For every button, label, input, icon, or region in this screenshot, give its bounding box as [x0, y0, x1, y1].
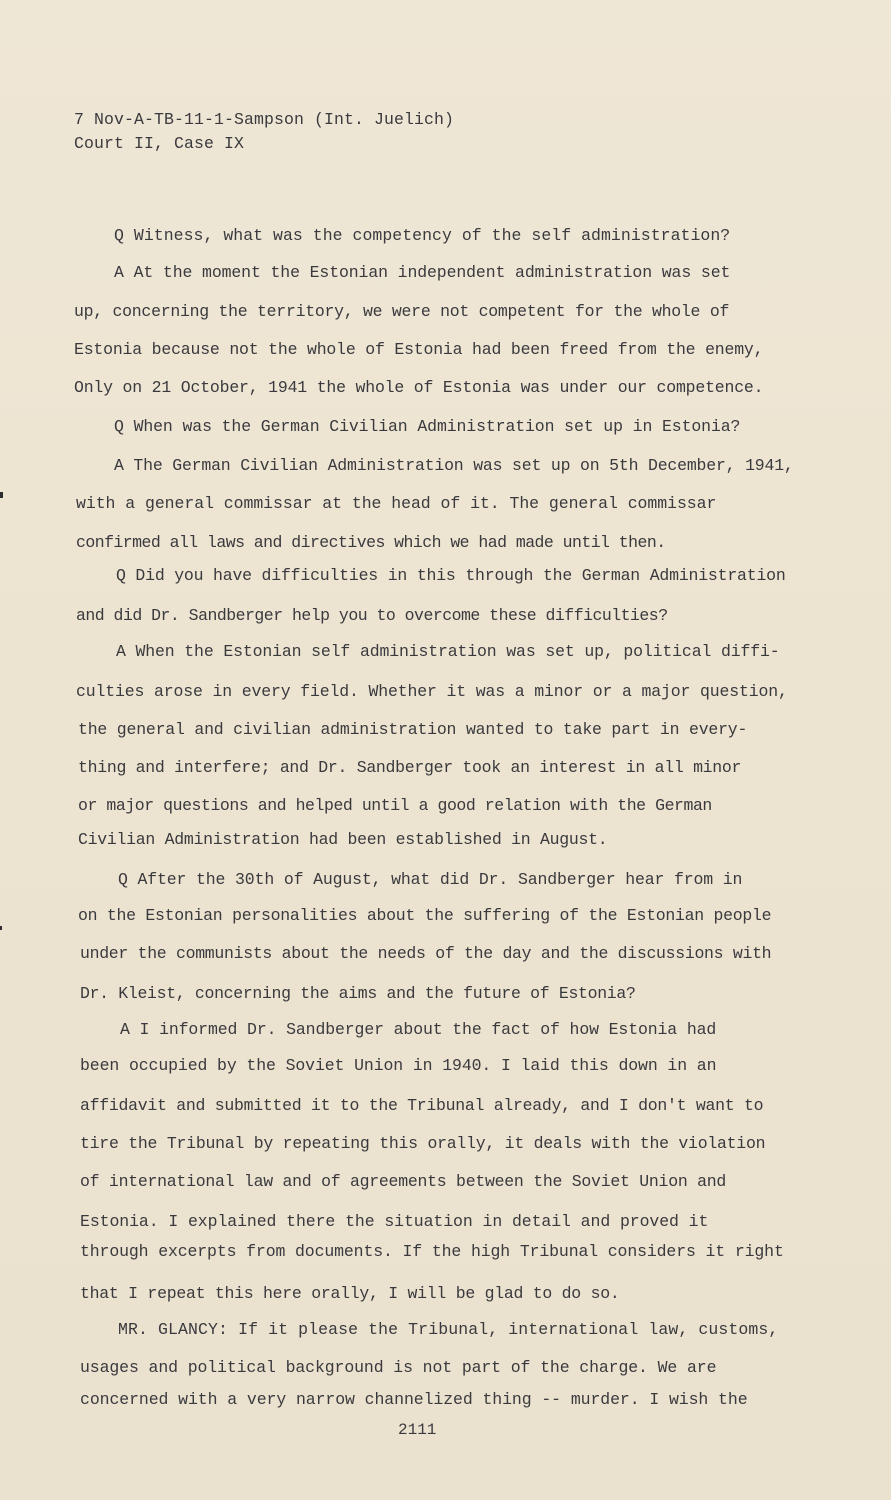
transcript-line: A The German Civilian Administration was set up on 5th December, 1941,: [114, 456, 794, 475]
transcript-line: through excerpts from documents. If the high Tribunal considers it right: [80, 1242, 784, 1261]
transcript-line: and did Dr. Sandberger help you to overcome these difficulties?: [76, 606, 668, 625]
transcript-line: Q Witness, what was the competency of the self administration?: [114, 226, 731, 245]
transcript-line: Q When was the German Civilian Administration set up in Estonia?: [114, 417, 741, 436]
transcript-line: Q Did you have difficulties in this through the German Administration: [116, 566, 786, 585]
transcript-line: affidavit and submitted it to the Tribunal already, and I don't want to: [80, 1096, 764, 1115]
transcript-line: MR. GLANCY: If it please the Tribunal, international law, customs,: [118, 1320, 779, 1339]
transcript-line: Estonia. I explained there the situation in detail and proved it: [80, 1212, 709, 1231]
margin-mark: [0, 492, 3, 498]
transcript-line: under the communists about the needs of the day and the discussions with: [80, 944, 772, 963]
transcript-line: up, concerning the territory, we were not competent for the whole of: [74, 302, 730, 321]
transcript-line: the general and civilian administration wanted to take part in every-: [78, 720, 748, 739]
transcript-line: A At the moment the Estonian independent administration was set: [114, 263, 731, 282]
transcript-line: on the Estonian personalities about the suffering of the Estonian people: [78, 906, 772, 925]
transcript-line: confirmed all laws and directives which we had made until then.: [76, 533, 666, 552]
transcript-line: tire the Tribunal by repeating this orally, it deals with the violation: [80, 1134, 766, 1153]
margin-mark: [0, 926, 2, 930]
transcript-line: or major questions and helped until a good relation with the German: [78, 796, 712, 815]
header-court-case: Court II, Case IX: [74, 134, 245, 153]
document-header: [74, 108, 454, 156]
transcript-line: Estonia because not the whole of Estonia had been freed from the enemy,: [74, 340, 764, 359]
page-number: 2111: [398, 1421, 437, 1439]
transcript-line: A I informed Dr. Sandberger about the fact of how Estonia had: [120, 1020, 717, 1039]
transcript-line: of international law and of agreements between the Soviet Union and: [80, 1172, 727, 1191]
transcript-line: Only on 21 October, 1941 the whole of Estonia was under our competence.: [74, 378, 764, 397]
transcript-line: concerned with a very narrow channelized thing -- murder. I wish the: [80, 1390, 748, 1409]
transcript-line: that I repeat this here orally, I will be glad to do so.: [80, 1284, 620, 1303]
transcript-line: culties arose in every field. Whether it was a minor or a major question,: [76, 682, 788, 701]
transcript-line: Dr. Kleist, concerning the aims and the future of Estonia?: [80, 984, 636, 1003]
transcript-line: Q After the 30th of August, what did Dr. Sandberger hear from in: [118, 870, 743, 889]
transcript-line: usages and political background is not part of the charge. We are: [80, 1358, 717, 1377]
transcript-line: been occupied by the Soviet Union in 1940. I laid this down in an: [80, 1056, 717, 1075]
transcript-line: thing and interfere; and Dr. Sandberger took an interest in all minor: [78, 758, 742, 777]
transcript-line: A When the Estonian self administration was set up, political diffi-: [116, 642, 780, 661]
header-reference: 7 Nov-A-TB-11-1-Sampson (Int. Juelich): [74, 110, 455, 129]
transcript-line: Civilian Administration had been established in August.: [78, 830, 608, 849]
transcript-line: with a general commissar at the head of it. The general commissar: [76, 494, 717, 513]
